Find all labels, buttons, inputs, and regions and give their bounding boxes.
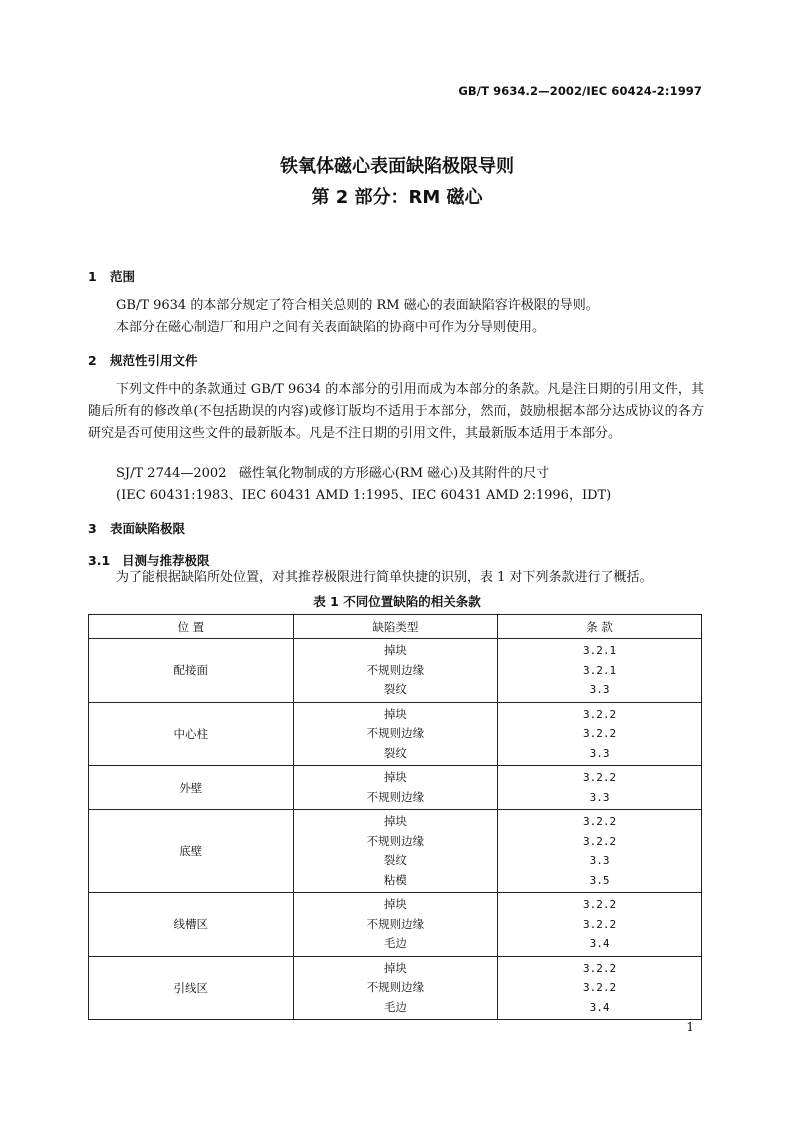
clause-reference: 3.3 xyxy=(589,746,610,760)
clause-cell xyxy=(498,639,702,703)
defect-type-cell xyxy=(293,956,498,1020)
defect-type: 掉块 xyxy=(383,814,407,828)
defect-type: 掉块 xyxy=(383,643,407,657)
section-3-heading xyxy=(88,519,185,537)
column-header-location: 位 置 xyxy=(89,615,294,639)
clause-cell xyxy=(498,702,702,766)
table-header-row xyxy=(89,615,702,639)
defect-type-cell xyxy=(293,639,498,703)
section-title: 规范性引用文件 xyxy=(110,353,198,368)
document-title: 铁氧体磁心表面缺陷极限导则 xyxy=(280,156,514,177)
section-number: 1 xyxy=(88,269,97,284)
column-header-defect-type: 缺陷类型 xyxy=(293,615,498,639)
defect-type-cell xyxy=(293,810,498,893)
defect-type: 毛边 xyxy=(383,936,407,950)
clause-reference: 3.2.2 xyxy=(583,898,617,911)
section-number: 3.1 xyxy=(88,553,111,568)
paragraph: 下列文件中的条款通过 GB/T 9634 的本部分的引用而成为本部分的条款。凡是注日期的引用文件，其随后所有的修改单(不包括勘误的内容)或修订版均不适用于本部分，然而，鼓励根据本部分达成协议的各方研究是否可使用这些文件的最新版本。凡是不注日期的引用文件，其最新版本适用于本部分。 xyxy=(88,382,704,441)
defect-type: 毛边 xyxy=(383,999,407,1014)
table-body xyxy=(89,639,702,1020)
defect-type: 裂纹 xyxy=(383,682,407,696)
paragraph: 本部分在磁心制造厂和用户之间有关表面缺陷的协商中可作为分导则使用。 xyxy=(116,320,546,335)
defects-table xyxy=(88,614,702,1020)
defect-type: 掉块 xyxy=(383,897,407,911)
clause-reference: 3.2.2 xyxy=(583,815,617,828)
table-caption: 表 1 不同位置缺陷的相关条款 xyxy=(313,594,481,609)
clause-reference: 3.3 xyxy=(589,790,610,804)
defect-type: 不规则边缘 xyxy=(366,980,425,994)
defect-type: 不规则边缘 xyxy=(366,662,425,677)
defect-type: 粘模 xyxy=(383,872,407,887)
section-2-heading xyxy=(88,351,198,369)
clause-reference: 3.3 xyxy=(589,683,610,696)
document-subtitle: 第 2 部分：RM 磁心 xyxy=(311,187,483,208)
table-row xyxy=(89,702,702,766)
location-cell: 线槽区 xyxy=(89,893,294,957)
defect-type: 不规则边缘 xyxy=(366,833,425,848)
clause-reference: 3.2.2 xyxy=(583,834,617,848)
clause-reference: 3.4 xyxy=(589,937,610,950)
table-row xyxy=(89,810,702,893)
clause-reference: 3.2.2 xyxy=(583,727,617,740)
location-cell: 外壁 xyxy=(89,766,294,810)
location-cell: 引线区 xyxy=(89,956,294,1020)
location-cell: 中心柱 xyxy=(89,702,294,766)
clause-reference: 3.5 xyxy=(589,873,610,887)
defect-type: 裂纹 xyxy=(383,853,407,867)
paragraph: GB/T 9634 的本部分规定了符合相关总则的 RM 磁心的表面缺陷容许极限的导则。 xyxy=(116,298,599,313)
clause-reference: 3.4 xyxy=(589,1000,610,1014)
normative-reference-note: (IEC 60431:1983、IEC 60431 AMD 1:1995、IEC 60431 AMD 2:1996，IDT) xyxy=(116,488,612,503)
table-row xyxy=(89,893,702,957)
clause-cell xyxy=(498,956,702,1020)
location-cell: 配接面 xyxy=(89,639,294,703)
clause-reference: 3.2.2 xyxy=(583,981,617,994)
defect-type: 掉块 xyxy=(383,770,407,784)
defect-type: 不规则边缘 xyxy=(366,726,425,740)
defect-type-cell xyxy=(293,893,498,957)
location-cell: 底壁 xyxy=(89,810,294,893)
clause-reference: 3.2.1 xyxy=(583,663,617,677)
paragraph: 为了能根据缺陷所处位置，对其推荐极限进行简单快捷的识别，表 1 对下列条款进行了概括。 xyxy=(116,570,653,585)
table-row xyxy=(89,956,702,1020)
column-header-clause: 条 款 xyxy=(498,615,702,639)
section-1-heading xyxy=(88,267,135,285)
section-number: 3 xyxy=(88,521,97,536)
clause-reference: 3.2.2 xyxy=(583,771,617,784)
clause-cell xyxy=(498,810,702,893)
defect-type: 裂纹 xyxy=(383,745,407,760)
standard-code: GB/T 9634.2—2002/IEC 60424-2:1997 xyxy=(458,84,702,98)
clause-cell xyxy=(498,893,702,957)
defect-type-cell xyxy=(293,766,498,810)
clause-reference: 3.3 xyxy=(589,854,610,867)
page-number: 1 xyxy=(686,1020,694,1034)
clause-reference: 3.2.2 xyxy=(583,961,617,975)
section-title: 范围 xyxy=(110,269,136,284)
defect-type: 掉块 xyxy=(383,706,407,721)
section-number: 2 xyxy=(88,353,97,368)
defect-type: 不规则边缘 xyxy=(366,789,425,804)
normative-reference: SJ/T 2744—2002 磁性氧化物制成的方形磁心(RM 磁心)及其附件的尺寸 xyxy=(116,466,550,481)
defect-type: 掉块 xyxy=(383,960,407,975)
section-title: 目测与推荐极限 xyxy=(122,553,210,568)
defect-type-cell xyxy=(293,702,498,766)
table-row xyxy=(89,766,702,810)
clause-cell xyxy=(498,766,702,810)
clause-reference: 3.2.2 xyxy=(583,707,617,721)
defect-type: 不规则边缘 xyxy=(366,916,425,931)
clause-reference: 3.2.2 xyxy=(583,917,617,931)
clause-reference: 3.2.1 xyxy=(583,644,617,657)
section-title: 表面缺陷极限 xyxy=(110,521,186,536)
table-row xyxy=(89,639,702,703)
